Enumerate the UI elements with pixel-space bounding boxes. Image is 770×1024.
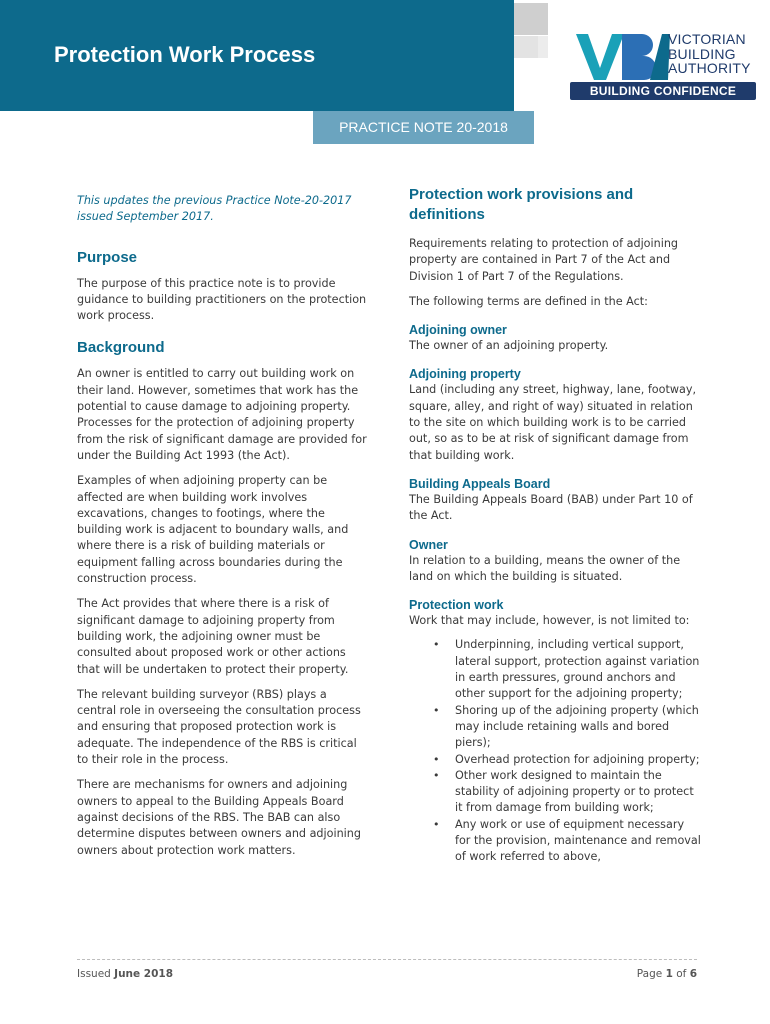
purpose-body: The purpose of this practice note is to provide guidance to building practitioners on the protection work process. bbox=[77, 276, 367, 323]
term-definition: In relation to a building, means the owner of the land on which the building is situated. bbox=[409, 553, 681, 583]
term-protection-work bbox=[409, 597, 701, 865]
list-item: • Any work or use of equipment necessary for the provision, maintenance and removal of work referred to above, bbox=[409, 817, 701, 866]
term-title: Protection work bbox=[409, 598, 504, 613]
page-current: 1 bbox=[665, 968, 673, 980]
list-item: • Other work designed to maintain the stability of adjoining property or to protect it from damage from building work; bbox=[409, 768, 701, 817]
page-number bbox=[600, 968, 697, 980]
background-paragraph: The relevant building surveyor (RBS) plays a central role in overseeing the consultation process and ensuring that proposed protection work is adequate. The independence of the RBS is critical to their role in the process. bbox=[77, 687, 361, 767]
term-adjoining-property bbox=[409, 366, 701, 463]
term-definition: The Building Appeals Board (BAB) under Part 10 of the Act. bbox=[409, 492, 693, 523]
decorative-square bbox=[538, 36, 548, 58]
right-column bbox=[409, 185, 701, 866]
term-definition: The owner of an adjoining property. bbox=[409, 339, 609, 353]
background-paragraph: There are mechanisms for owners and adjoining owners to appeal to the Building Appeals Board against decisions of the RBS. The BAB can also determine disputes between owners and adjoining owners about protection work matters. bbox=[77, 778, 361, 857]
page-total: 6 bbox=[689, 968, 697, 980]
term-definition: Work that may include, however, is not limited to: bbox=[409, 614, 690, 628]
term-title: Building Appeals Board bbox=[409, 476, 551, 491]
practice-note-badge: PRACTICE NOTE 20-2018 bbox=[313, 111, 534, 144]
term-title: Adjoining property bbox=[409, 367, 521, 382]
protection-work-list bbox=[409, 637, 701, 865]
list-item: • Underpinning, including vertical support, lateral support, protection against variation in earth pressures, ground anchors and other support for the adjoining property; bbox=[409, 637, 701, 702]
provisions-intro: Requirements relating to protection of adjoining property are contained in Part 7 of the Act and Division 1 of Part 7 of the Regulations. bbox=[409, 237, 679, 283]
logo-line: AUTHORITY bbox=[668, 60, 751, 76]
logo-line: BUILDING bbox=[668, 45, 736, 62]
term-owner bbox=[409, 537, 701, 586]
decorative-square bbox=[514, 3, 548, 35]
term-definition: Land (including any street, highway, lane, footway, square, alley, and right of way) situated in relation to the site on which building work is to be carried out, so as to be at risk of significant damage from that building work. bbox=[409, 383, 697, 462]
decorative-square bbox=[514, 36, 538, 58]
issued-value: June 2018 bbox=[114, 968, 174, 980]
background-paragraph: Examples of when adjoining property can be affected are when building work involves excavations, changes to footings, where the building work is adjacent to boundary walls, and where there is a risk of building materials or equipment falling across boundaries during the construction process. bbox=[77, 474, 349, 586]
term-building-appeals-board bbox=[409, 476, 701, 525]
purpose-heading: Purpose bbox=[77, 248, 138, 266]
background-paragraph: The Act provides that where there is a risk of significant damage to adjoining property from building work, the adjoining owner must be consulted about proposed work or other actions that will be undertaken to protect their property. bbox=[77, 597, 349, 676]
list-item: • Overhead protection for adjoining property; bbox=[409, 752, 701, 768]
term-title: Owner bbox=[409, 537, 448, 552]
provisions-heading: Protection work provisions and definitions bbox=[409, 186, 634, 223]
logo-wordmark bbox=[668, 32, 751, 76]
issued-label: Issued bbox=[77, 968, 111, 980]
footer-divider bbox=[77, 959, 697, 960]
issued-date bbox=[77, 968, 173, 980]
logo-tagline: BUILDING CONFIDENCE bbox=[570, 82, 756, 100]
page-title: Protection Work Process bbox=[54, 42, 316, 67]
logo-line: VICTORIAN bbox=[668, 31, 746, 47]
background-heading: Background bbox=[77, 339, 165, 357]
page-of: of bbox=[676, 968, 687, 980]
background-paragraph: An owner is entitled to carry out building work on their land. However, sometimes that work has the potential to cause damage to adjoining property. Processes for the protection of adjoining property from the risk of significant damage are provided for under the Building Act 1993 (the Act). bbox=[77, 367, 367, 462]
list-item: • Shoring up of the adjoining property (which may include retaining walls and bored piers); bbox=[409, 703, 701, 752]
left-column bbox=[77, 193, 369, 868]
term-adjoining-owner bbox=[409, 322, 701, 354]
update-note: This updates the previous Practice Note-20-2017 issued September 2017. bbox=[77, 194, 352, 224]
term-title: Adjoining owner bbox=[409, 323, 507, 338]
page-label: Page bbox=[636, 968, 663, 980]
terms-intro: The following terms are defined in the Act: bbox=[409, 294, 648, 308]
